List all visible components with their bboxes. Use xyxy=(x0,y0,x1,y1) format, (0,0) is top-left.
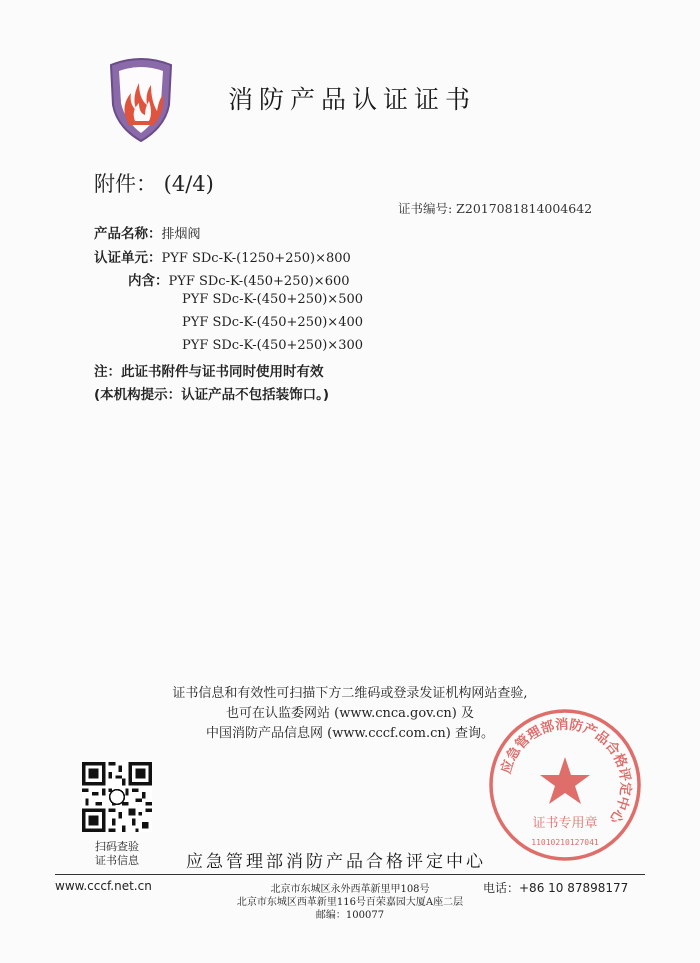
verification-info-line: 证书信息和有效性可扫描下方二维码或登录发证机构网站查验, xyxy=(172,686,528,701)
footer-telephone: 电话：+86 10 87898177 xyxy=(483,881,629,895)
fire-shield-logo-icon xyxy=(105,55,177,143)
svg-text:应急管理部消防产品合格评定中心: 应急管理部消防产品合格评定中心 xyxy=(498,716,634,827)
verification-info-line: 也可在认监委网站 (www.cnca.gov.cn) 及 xyxy=(226,706,474,721)
certificate-title: 消防产品认证证书 xyxy=(228,85,477,114)
contains-item: PYF SDc-K-(450+250)×500 xyxy=(182,292,364,307)
annex-label: 附件： (4/4) xyxy=(94,172,214,196)
product-name-row xyxy=(94,222,201,242)
footer-website[interactable]: www.cccf.net.cn xyxy=(55,879,152,893)
footer-address: 北京市东城区永外西革新里甲108号 xyxy=(270,884,430,895)
svg-text:11010210127041: 11010210127041 xyxy=(531,838,599,847)
certificate-number: 证书编号: Z2017081814004642 xyxy=(398,201,593,216)
contains-item: PYF SDc-K-(450+250)×600 xyxy=(168,274,350,289)
verification-info-line: 中国消防产品信息网 (www.cccf.com.cn) 查询。 xyxy=(206,726,494,741)
qr-code-icon[interactable] xyxy=(82,762,152,832)
validity-note: 注：此证书附件与证书同时使用时有效 xyxy=(94,364,324,380)
contains-label: 内含： xyxy=(128,273,169,289)
product-name-label: 产品名称： xyxy=(94,226,162,242)
qr-caption-line: 扫码查验 xyxy=(95,840,139,853)
qr-caption-line: 证书信息 xyxy=(95,854,139,867)
footer-address: 北京市东城区西革新里116号百荣嘉园大厦A座二层 xyxy=(236,897,464,908)
cert-unit-row xyxy=(94,246,351,266)
cert-unit-label: 认证单元： xyxy=(94,250,162,266)
contains-item: PYF SDc-K-(450+250)×300 xyxy=(182,338,364,353)
footer-postcode: 邮编：100077 xyxy=(315,910,385,921)
contains-item: PYF SDc-K-(450+250)×400 xyxy=(182,315,364,330)
product-name-value: 排烟阀 xyxy=(161,227,201,242)
issuing-authority: 应急管理部消防产品合格评定中心 xyxy=(186,852,486,872)
svg-text:证书专用章: 证书专用章 xyxy=(532,816,598,831)
contains-row xyxy=(128,269,350,289)
official-seal-stamp xyxy=(485,705,645,865)
footer-divider xyxy=(55,874,645,875)
cert-unit-value: PYF SDc-K-(1250+250)×800 xyxy=(161,251,351,266)
institution-hint: (本机构提示：认证产品不包括装饰口。) xyxy=(94,387,330,403)
